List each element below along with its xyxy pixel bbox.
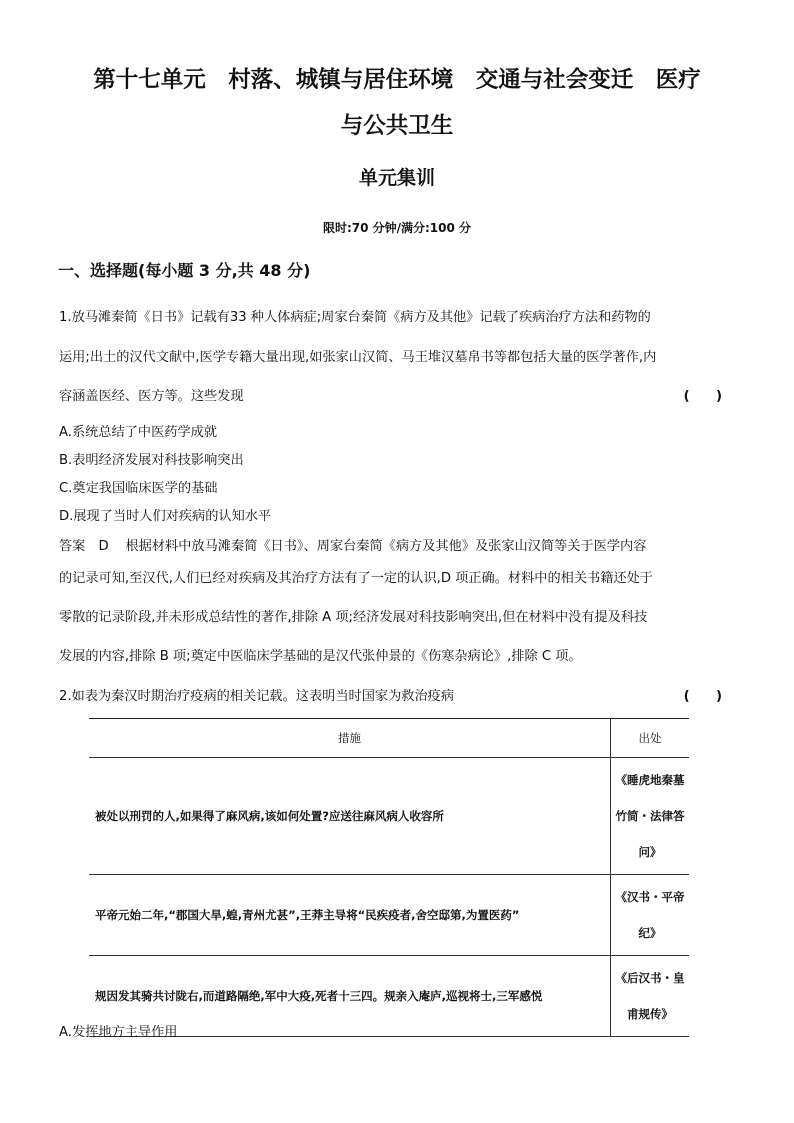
q1-explanation-line1: 根据材料中放马滩秦简《日书》、周家台秦简《病方及其他》及张家山汉简等关于医学内容: [125, 539, 647, 554]
q1-explanation-line2: 的记录可知,至汉代,人们已经对疾病及其治疗方法有了一定的认识,D 项正确。材料中的相关书籍还处于: [59, 571, 653, 586]
table-cell-source: 《后汉书・皇甫规传》: [611, 956, 690, 1037]
page-subtitle: 单元集训: [358, 167, 435, 189]
q1-option-a: A.系统总结了中医药学成就: [59, 425, 218, 440]
q2-source-table: [89, 718, 689, 1037]
table-row: [89, 875, 689, 956]
q2-stem: 2.如表为秦汉时期治疗疫病的相关记载。这表明当时国家为救治疫病: [59, 689, 455, 704]
q1-stem-line2: 运用;出土的汉代文献中,医学专籍大量出现,如张家山汉简、马王堆汉墓帛书等都包括大量的医学著作,内: [59, 350, 657, 365]
q2-option-a: A.发挥地方主导作用: [59, 1025, 178, 1040]
table-row: [89, 758, 689, 875]
table-cell-measure: 平帝元始二年,“郡国大旱,蝗,青州尤甚”,王莽主导将“民疾疫者,舍空邸第,为置医药”: [89, 875, 611, 956]
table-header-measure: 措施: [89, 719, 611, 758]
q1-stem-line1: 1.放马滩秦简《日书》记载有33 种人体病症;周家台秦简《病方及其他》记载了疾病治疗方法和药物的: [59, 310, 651, 325]
table-header-row: [89, 719, 689, 758]
q1-option-d: D.展现了当时人们对疾病的认知水平: [59, 509, 272, 524]
q1-answer-row: [59, 535, 646, 554]
section-heading: 一、选择题(每小题 3 分,共 48 分): [58, 261, 311, 280]
q1-answer-label: 答案 D: [59, 539, 109, 554]
page-title-line2: 与公共卫生: [340, 113, 454, 139]
table-cell-source: 《汉书・平帝纪》: [611, 875, 690, 956]
table-cell-measure: 规因发其骑共讨陇右,而道路隔绝,军中大疫,死者十三四。规亲入庵庐,巡视将士,三军感悦: [89, 956, 611, 1037]
q1-stem-line3: 容涵盖医经、医方等。这些发现: [59, 389, 244, 404]
q1-option-c: C.奠定我国临床医学的基础: [59, 481, 218, 496]
table-cell-source: 《睡虎地秦墓竹简・法律答问》: [611, 758, 690, 875]
table-header-source: 出处: [611, 719, 690, 758]
table-row: [89, 956, 689, 1037]
q1-explanation-line3: 零散的记录阶段,并未形成总结性的著作,排除 A 项;经济发展对科技影响突出,但在材料中没有提及科技: [59, 610, 648, 625]
page-title-line1: 第十七单元 村落、城镇与居住环境 交通与社会变迁 医疗: [93, 67, 701, 93]
q1-option-b: B.表明经济发展对科技影响突出: [59, 453, 244, 468]
q2-answer-blank: ( ): [683, 689, 722, 704]
q1-explanation-line4: 发展的内容,排除 B 项;奠定中医临床学基础的是汉代张仲景的《伤寒杂病论》,排除 C 项。: [59, 649, 582, 664]
table-cell-measure: 被处以刑罚的人,如果得了麻风病,该如何处置?应送往麻风病人收容所: [89, 758, 611, 875]
q1-answer-blank: ( ): [683, 389, 722, 404]
time-limit: 限时:70 分钟/满分:100 分: [322, 221, 472, 235]
